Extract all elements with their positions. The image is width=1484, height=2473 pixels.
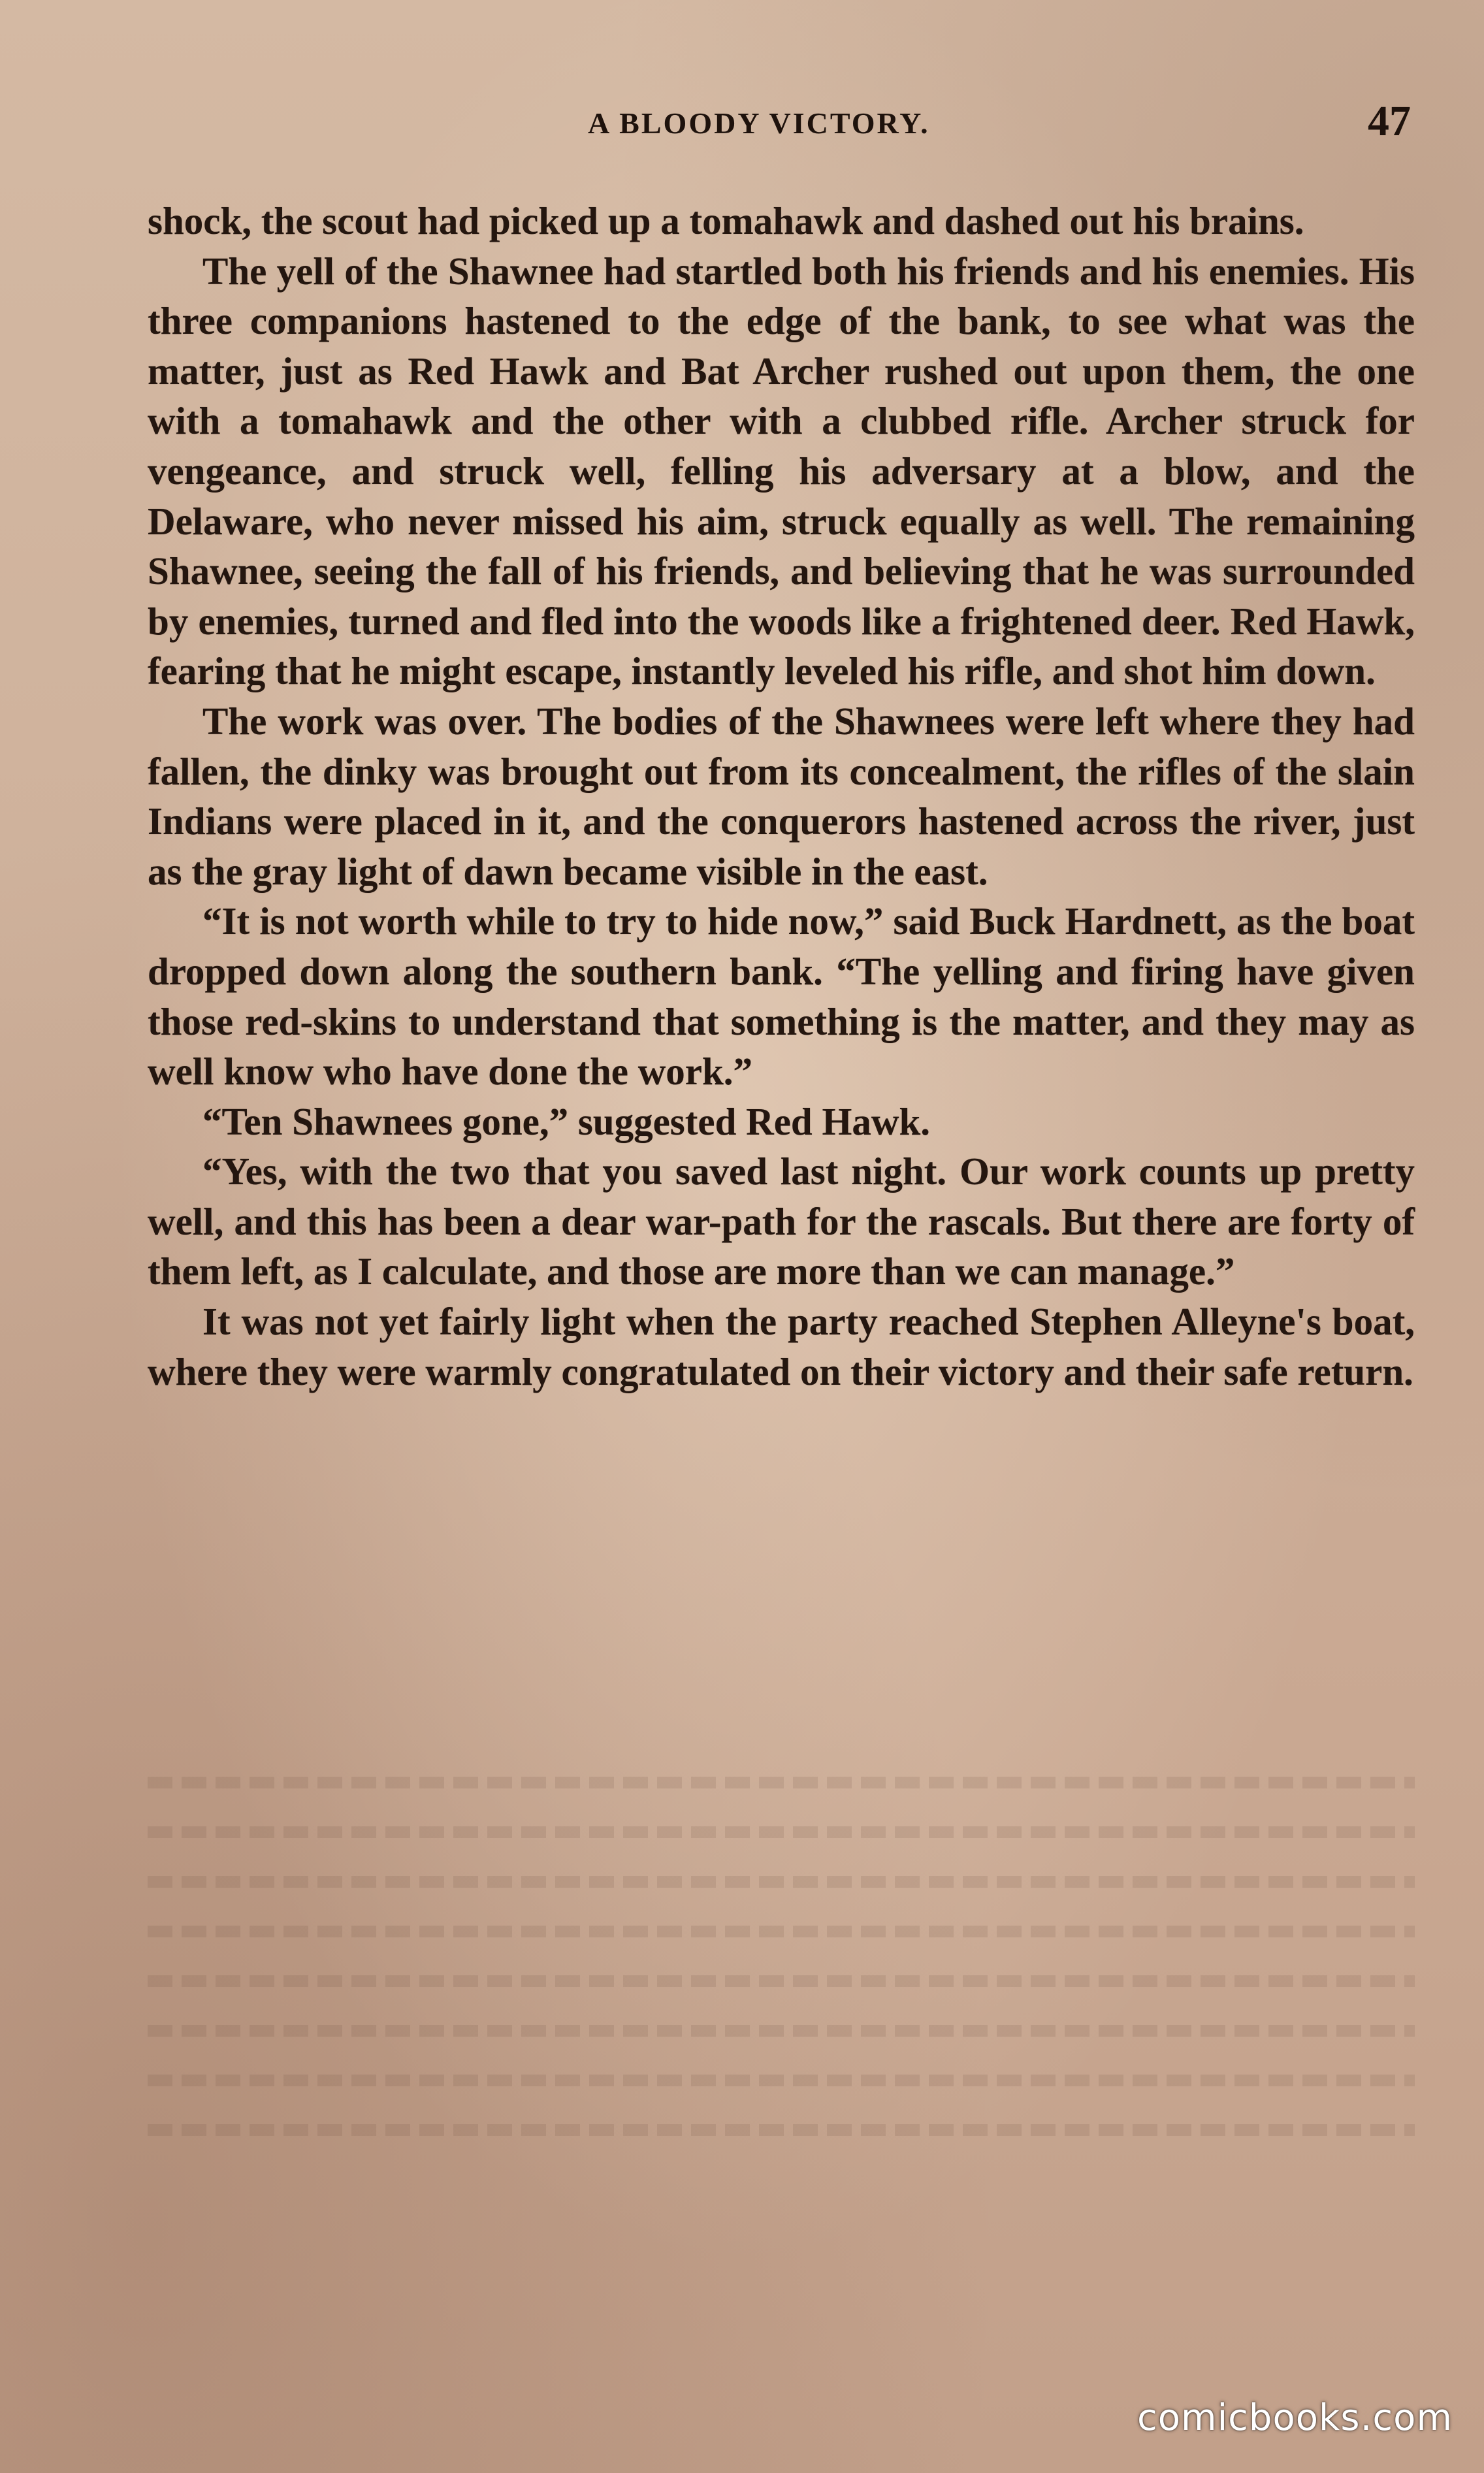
paragraph: The work was over. The bodies of the Shawnees were left where they had fallen, the dinky was brought out from its concealment, the rifles of the slain Indians were placed in it, and the conquerors hastened across the river, just as the gray light of dawn became visible in the east. [148, 699, 1415, 893]
bleed-through-line [148, 1876, 1415, 1888]
bleed-through-text [148, 1777, 1415, 2234]
paragraph-continuation: shock, the scout had picked up a tomahawk and dashed out his brains. [148, 199, 1304, 242]
bleed-through-line [148, 2075, 1415, 2086]
running-head [131, 97, 1424, 155]
paragraph: The yell of the Shawnee had startled both his friends and his enemies. His three companions hastened to the edge of the bank, to see what was the matter, just as Red Hawk and Bat Archer rushed out upon them, the one with a tomahawk and the other with a clubbed rifle. Archer struck for vengeance, and struck well, felling his adversary at a blow, and the Delaware, who never missed his aim, struck equally as well. The remaining Shawnee, seeing the fall of his friends, and believing that he was surrounded by enemies, turned and fled into the woods like a frightened deer. Red Hawk, fearing that he might escape, instantly leveled his rifle, and shot him down. [148, 249, 1415, 693]
bleed-through-line [148, 1975, 1415, 1987]
bleed-through-line [148, 1777, 1415, 1788]
bleed-through-line [148, 2025, 1415, 2037]
bleed-through-line [148, 2124, 1415, 2136]
bleed-through-line [148, 1926, 1415, 1937]
paragraph: “Ten Shawnees gone,” suggested Red Hawk. [202, 1099, 931, 1143]
paragraph: “Yes, with the two that you saved last night. Our work counts up pretty well, and this has been a dear war-path for the rascals. But there are forty of them left, as I calculate, and those are more than we can manage.” [148, 1150, 1415, 1293]
watermark: comicbooks.com [1137, 2397, 1453, 2439]
running-title: A BLOODY VICTORY. [588, 106, 930, 140]
page-number: 47 [1368, 97, 1411, 145]
paragraph: It was not yet fairly light when the party reached Stephen Alleyne's boat, where they were warmly congratulated on their victory and their safe return. [148, 1300, 1415, 1393]
body-text [148, 196, 1415, 1397]
paragraph: “It is not worth while to try to hide now,” said Buck Hardnett, as the boat dropped down along the southern bank. “The yelling and firing have given those red-skins to understand that something is the matter, and they may as well know who have done the work.” [148, 899, 1415, 1093]
bleed-through-line [148, 1826, 1415, 1838]
